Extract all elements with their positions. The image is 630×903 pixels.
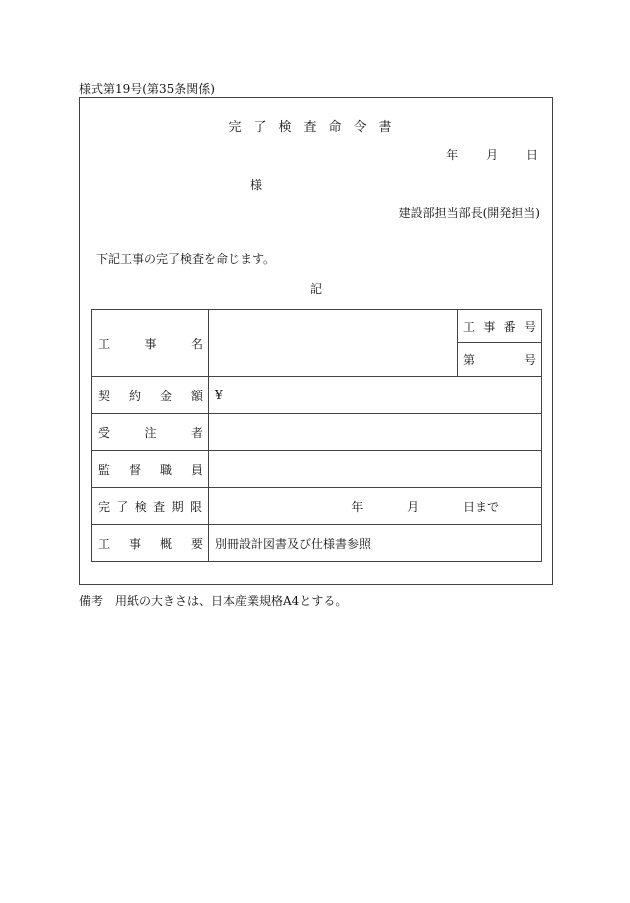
contract-amount-label bbox=[92, 387, 208, 404]
label-char: 員 bbox=[190, 462, 203, 477]
yen-sign: ¥ bbox=[215, 388, 223, 402]
work-number-label-cell bbox=[458, 310, 542, 343]
label-char: 注 bbox=[144, 425, 157, 440]
contract-amount-value[interactable] bbox=[209, 377, 542, 414]
deadline-label-cell bbox=[92, 488, 209, 525]
label-char: 号 bbox=[523, 319, 536, 334]
label-char: 査 bbox=[153, 499, 166, 514]
label-char: 事 bbox=[144, 336, 157, 351]
deadline-year: 年 bbox=[351, 499, 364, 514]
label-char: 督 bbox=[128, 462, 141, 477]
deadline-month: 月 bbox=[407, 499, 420, 514]
deadline-date bbox=[209, 498, 541, 515]
label-char: 工 bbox=[463, 319, 476, 334]
label-char: 完 bbox=[98, 499, 111, 514]
work-name-value[interactable] bbox=[209, 310, 458, 377]
overview-text: 別冊設計図書及び仕様書参照 bbox=[215, 536, 372, 551]
label-char: 受 bbox=[98, 425, 111, 440]
label-char: 名 bbox=[190, 336, 203, 351]
remark bbox=[79, 592, 347, 609]
label-char: 概 bbox=[159, 536, 172, 551]
deadline-value[interactable] bbox=[209, 488, 542, 525]
contract-amount-label-cell bbox=[92, 377, 209, 414]
label-char: 契 bbox=[98, 388, 111, 403]
label-char: 工 bbox=[98, 536, 111, 551]
label-char: 約 bbox=[128, 388, 141, 403]
label-char: 期 bbox=[171, 499, 184, 514]
form-number-label: 様式第19号(第35条関係) bbox=[79, 82, 215, 96]
date-month: 月 bbox=[486, 148, 499, 162]
date-year: 年 bbox=[446, 148, 459, 162]
label-char: 番 bbox=[503, 319, 516, 334]
work-number-value-cell[interactable] bbox=[458, 343, 542, 377]
label-char: 工 bbox=[98, 336, 111, 351]
contractor-label bbox=[92, 424, 208, 441]
label-char: 額 bbox=[190, 388, 203, 403]
supervisor-label bbox=[92, 461, 208, 478]
date-day: 日 bbox=[525, 148, 538, 162]
ki-heading: 記 bbox=[309, 282, 322, 296]
label-char: 者 bbox=[190, 425, 203, 440]
supervisor-value[interactable] bbox=[209, 451, 542, 488]
remark-text: 用紙の大きさは、日本産業規格A4とする。 bbox=[115, 594, 348, 608]
issue-date bbox=[422, 146, 538, 163]
label-char: 職 bbox=[159, 462, 172, 477]
label-char: 検 bbox=[134, 499, 147, 514]
deadline-day: 日まで bbox=[462, 499, 499, 514]
deadline-label bbox=[92, 498, 208, 515]
work-number-label bbox=[458, 318, 541, 335]
overview-label bbox=[92, 535, 208, 552]
document-title: 完了検査命令書 bbox=[228, 120, 404, 135]
intro-text: 下記工事の完了検査を命じます。 bbox=[96, 252, 276, 266]
document-frame bbox=[79, 97, 553, 585]
work-number-value bbox=[458, 351, 541, 368]
addressee-suffix: 様 bbox=[250, 178, 263, 192]
overview-label-cell bbox=[92, 525, 209, 562]
details-table bbox=[91, 309, 542, 562]
issuer: 建設部担当部長(開発担当) bbox=[398, 206, 540, 220]
label-char: 号 bbox=[523, 353, 536, 367]
label-char: 第 bbox=[463, 353, 476, 367]
contractor-value[interactable] bbox=[209, 414, 542, 451]
supervisor-label-cell bbox=[92, 451, 209, 488]
label-char: 限 bbox=[189, 499, 202, 514]
overview-value[interactable] bbox=[209, 525, 542, 562]
label-char: 了 bbox=[116, 499, 129, 514]
contractor-label-cell bbox=[92, 414, 209, 451]
label-char: 監 bbox=[98, 462, 111, 477]
label-char: 事 bbox=[128, 536, 141, 551]
label-char: 金 bbox=[159, 388, 172, 403]
remark-label: 備考 bbox=[79, 594, 104, 608]
label-char: 事 bbox=[483, 319, 496, 334]
work-name-label bbox=[92, 335, 208, 352]
work-name-label-cell bbox=[92, 310, 209, 377]
label-char: 要 bbox=[190, 536, 203, 551]
